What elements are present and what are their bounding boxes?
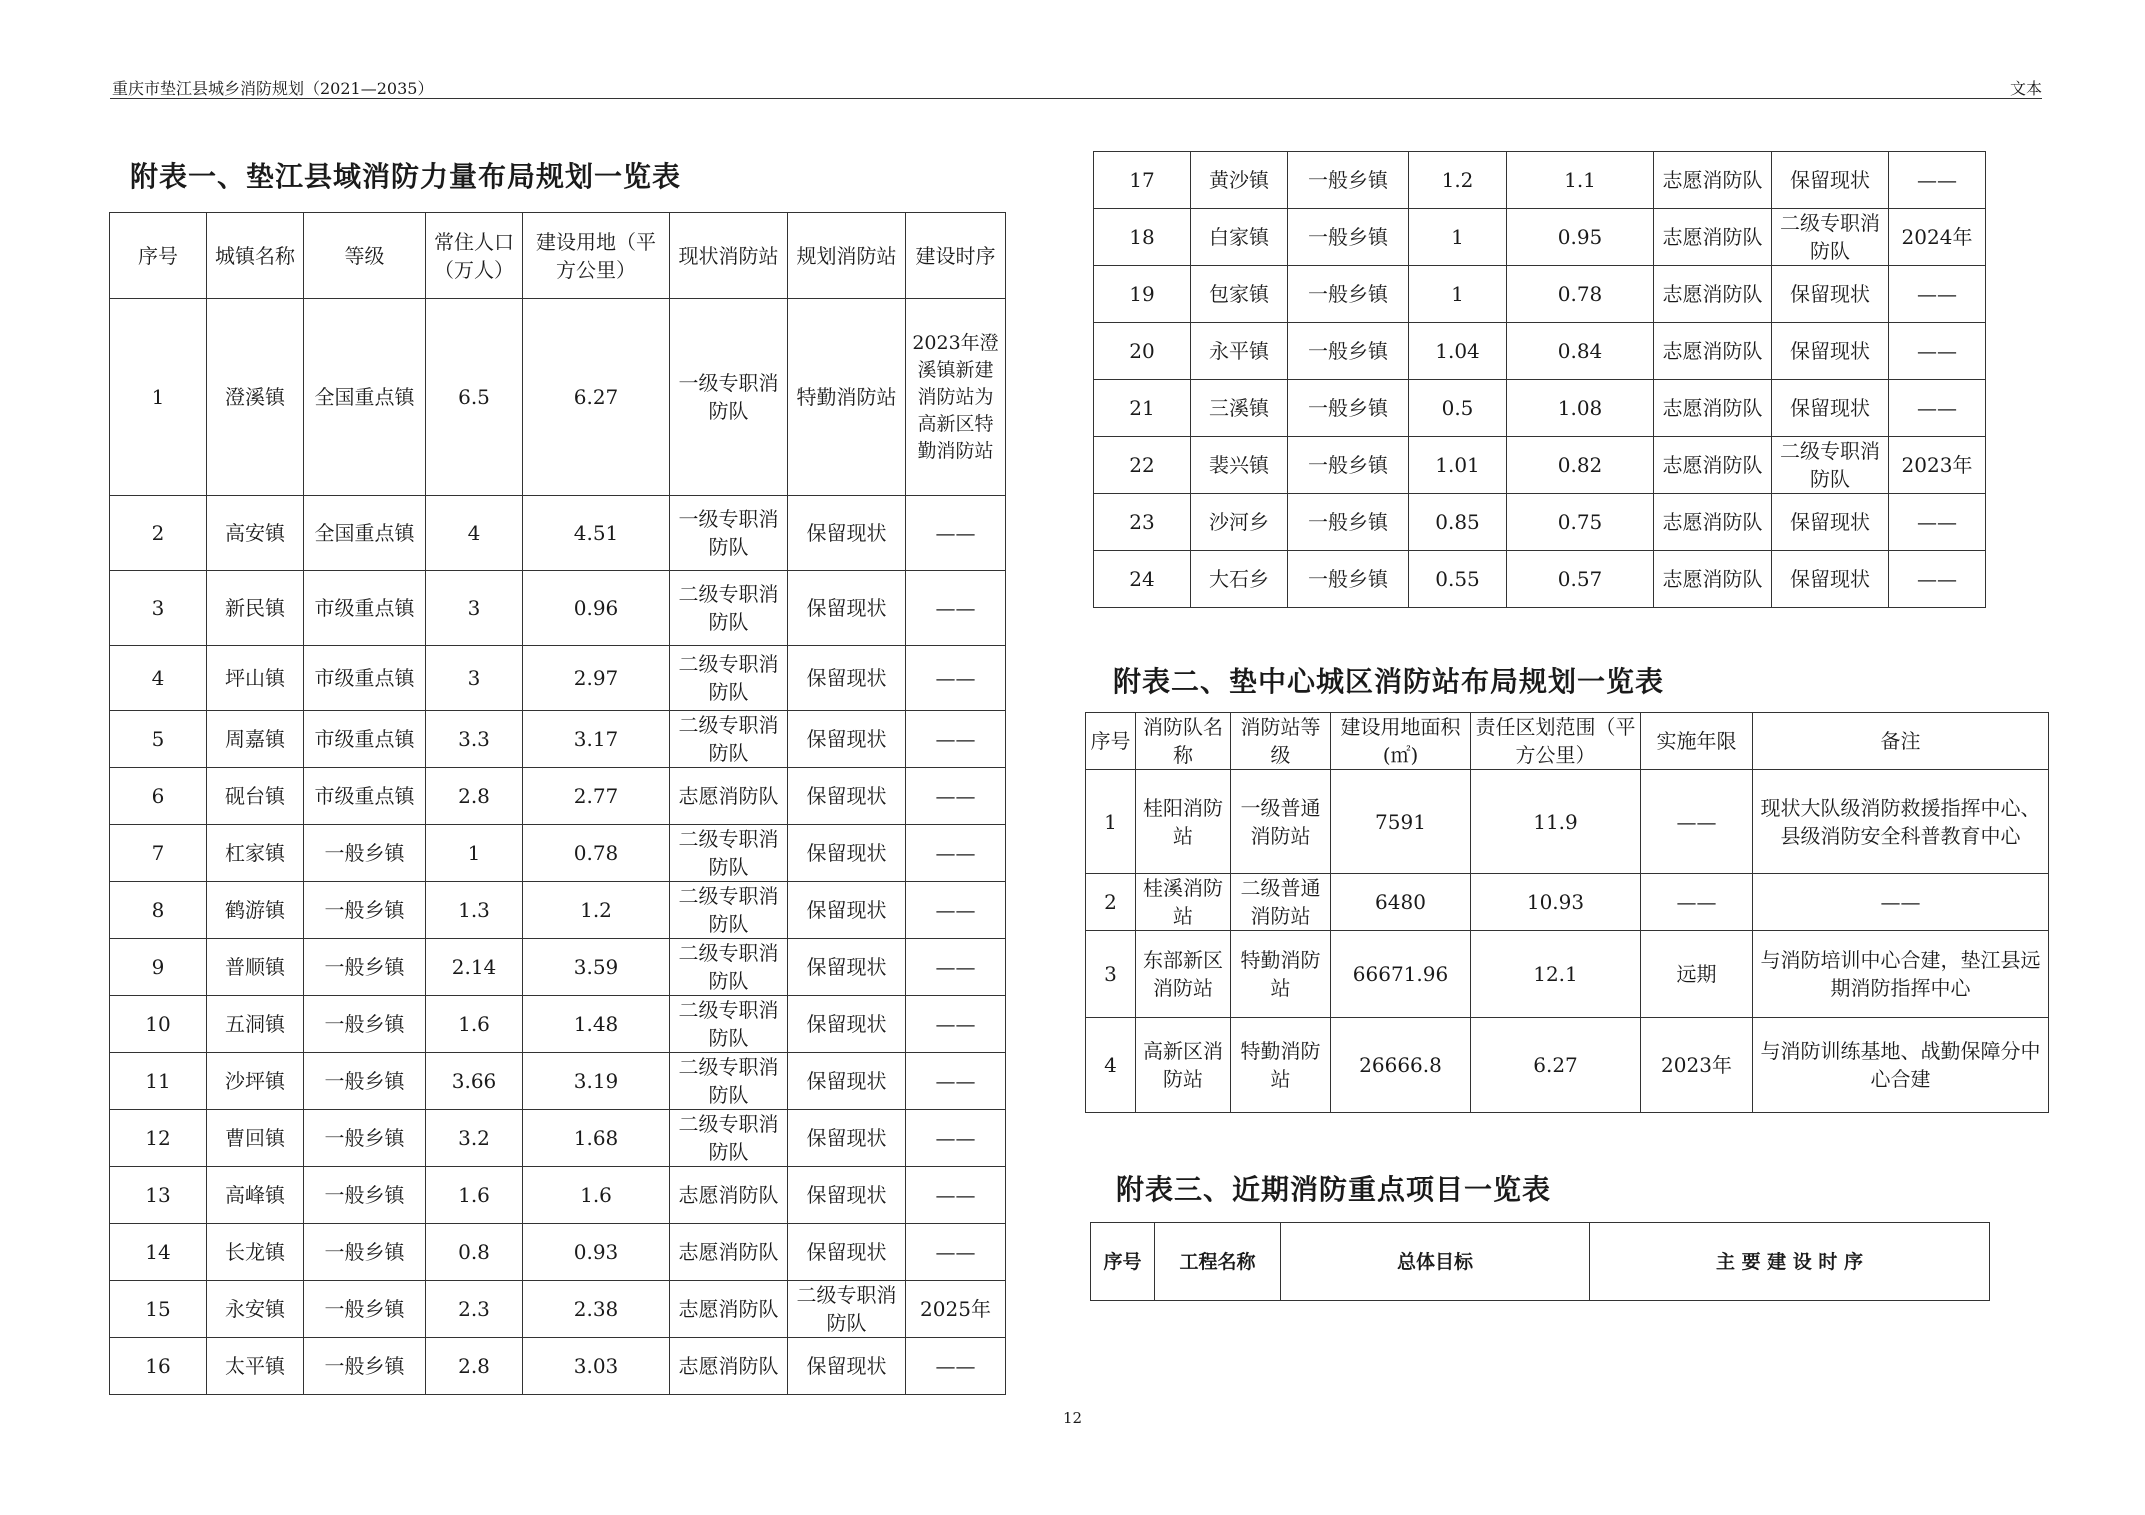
table-cell: ——: [1641, 770, 1753, 874]
table-cell: 保留现状: [1772, 152, 1889, 209]
table-cell: 4.51: [523, 496, 670, 571]
table-cell: ——: [1753, 874, 2049, 931]
table-cell: 13: [110, 1167, 207, 1224]
table-cell: 1.2: [523, 882, 670, 939]
table-cell: 特勤消防站: [788, 299, 906, 496]
table-cell: 序号: [110, 213, 207, 299]
table-cell: 2.77: [523, 768, 670, 825]
table-cell: 志愿消防队: [1654, 494, 1772, 551]
table-row: [110, 1110, 1006, 1167]
table-cell: 五洞镇: [207, 996, 304, 1053]
table-cell: 12: [110, 1110, 207, 1167]
table-cell: 与消防培训中心合建，垫江县远期消防指挥中心: [1753, 931, 2049, 1018]
table-row: [1094, 494, 1986, 551]
table-cell: 保留现状: [788, 1167, 906, 1224]
table-cell: 一般乡镇: [1288, 152, 1409, 209]
table-cell: ——: [906, 882, 1006, 939]
table-cell: 二级专职消防队: [788, 1281, 906, 1338]
table-cell: 1.01: [1409, 437, 1507, 494]
table-cell: 保留现状: [788, 996, 906, 1053]
table-cell: 0.84: [1507, 323, 1654, 380]
table-cell: 长龙镇: [207, 1224, 304, 1281]
table-cell: 2.14: [426, 939, 523, 996]
table-cell: 一般乡镇: [1288, 380, 1409, 437]
table-cell: 保留现状: [788, 496, 906, 571]
table-cell: 0.78: [1507, 266, 1654, 323]
table-cell: 0.75: [1507, 494, 1654, 551]
table-cell: 7591: [1331, 770, 1471, 874]
table-cell: ——: [906, 1224, 1006, 1281]
table-cell: 澄溪镇: [207, 299, 304, 496]
table-cell: 6: [110, 768, 207, 825]
table-cell: 保留现状: [788, 646, 906, 711]
table-cell: 志愿消防队: [1654, 266, 1772, 323]
table-cell: 备注: [1753, 713, 2049, 770]
table-cell: 保留现状: [788, 571, 906, 646]
table-cell: ——: [1889, 494, 1986, 551]
table-cell: 3.59: [523, 939, 670, 996]
table-row: [1086, 1018, 2049, 1113]
table-cell: 一般乡镇: [304, 1338, 426, 1395]
table-cell: 18: [1094, 209, 1191, 266]
table-cell: 二级专职消防队: [670, 882, 788, 939]
table-cell: 责任区划范围（平方公里）: [1471, 713, 1641, 770]
table-cell: 周嘉镇: [207, 711, 304, 768]
table-cell: 志愿消防队: [670, 768, 788, 825]
table-cell: 6.27: [523, 299, 670, 496]
table-cell: 2: [1086, 874, 1136, 931]
table-cell: 一般乡镇: [304, 939, 426, 996]
table-cell: 保留现状: [788, 825, 906, 882]
table-cell: 一般乡镇: [304, 1053, 426, 1110]
table-cell: 特勤消防站: [1231, 1018, 1331, 1113]
table-cell: 保留现状: [788, 711, 906, 768]
table-row: [110, 768, 1006, 825]
table-cell: 二级专职消防队: [670, 711, 788, 768]
table-row: [1094, 437, 1986, 494]
table-cell: 0.5: [1409, 380, 1507, 437]
table-cell: ——: [1889, 323, 1986, 380]
table-cell: 1.04: [1409, 323, 1507, 380]
table-cell: 常住人口（万人）: [426, 213, 523, 299]
table-cell: 1.68: [523, 1110, 670, 1167]
table-cell: 二级专职消防队: [670, 939, 788, 996]
table-cell: 1: [426, 825, 523, 882]
table-cell: 杠家镇: [207, 825, 304, 882]
table-cell: 3.03: [523, 1338, 670, 1395]
table-cell: 城镇名称: [207, 213, 304, 299]
table-cell: 二级专职消防队: [1772, 437, 1889, 494]
table-cell: 桂溪消防站: [1136, 874, 1231, 931]
table-row: [110, 1224, 1006, 1281]
table-row: [110, 711, 1006, 768]
table-row: [1086, 874, 2049, 931]
table-cell: 一般乡镇: [304, 1281, 426, 1338]
table-cell: 市级重点镇: [304, 768, 426, 825]
table-cell: 0.95: [1507, 209, 1654, 266]
table-cell: ——: [906, 646, 1006, 711]
table-cell: 一般乡镇: [304, 825, 426, 882]
table-cell: 保留现状: [1772, 551, 1889, 608]
table-cell: 远期: [1641, 931, 1753, 1018]
table-cell: 桂阳消防站: [1136, 770, 1231, 874]
header-divider: [110, 98, 2042, 99]
table-cell: 1: [1086, 770, 1136, 874]
table-cell: 3: [110, 571, 207, 646]
table-cell: 4: [110, 646, 207, 711]
table-cell: 序号: [1091, 1223, 1155, 1301]
table-cell: 1.08: [1507, 380, 1654, 437]
table-cell: 3.3: [426, 711, 523, 768]
table-row: [110, 996, 1006, 1053]
table-row: [110, 646, 1006, 711]
table-cell: 特勤消防站: [1231, 931, 1331, 1018]
table-cell: 一般乡镇: [304, 1167, 426, 1224]
table-cell: 一般乡镇: [1288, 437, 1409, 494]
table-cell: ——: [1641, 874, 1753, 931]
table-cell: 3: [426, 571, 523, 646]
table-row: [110, 571, 1006, 646]
table-cell: 14: [110, 1224, 207, 1281]
table-cell: 1.1: [1507, 152, 1654, 209]
table-row: [1094, 551, 1986, 608]
table-cell: 23: [1094, 494, 1191, 551]
table-cell: 一般乡镇: [304, 996, 426, 1053]
table-cell: 消防站等级: [1231, 713, 1331, 770]
table-cell: 3: [1086, 931, 1136, 1018]
table-cell: 2024年: [1889, 209, 1986, 266]
table-cell: 12.1: [1471, 931, 1641, 1018]
county-fire-force-table-continued: [1093, 151, 1986, 608]
table-row: [110, 496, 1006, 571]
table-cell: 现状消防站: [670, 213, 788, 299]
table-cell: 高新区消防站: [1136, 1018, 1231, 1113]
table-cell: 高峰镇: [207, 1167, 304, 1224]
table-cell: 9: [110, 939, 207, 996]
table-cell: 一般乡镇: [1288, 209, 1409, 266]
table-cell: 3.19: [523, 1053, 670, 1110]
table-cell: 永平镇: [1191, 323, 1288, 380]
table-cell: 曹回镇: [207, 1110, 304, 1167]
table-row: [1094, 323, 1986, 380]
table-row: [110, 1167, 1006, 1224]
table-cell: 0.8: [426, 1224, 523, 1281]
table-cell: ——: [906, 939, 1006, 996]
table-cell: 2: [110, 496, 207, 571]
table-cell: 市级重点镇: [304, 571, 426, 646]
table-header-row: [110, 213, 1006, 299]
table-cell: 10.93: [1471, 874, 1641, 931]
table-cell: 3.17: [523, 711, 670, 768]
table-cell: 白家镇: [1191, 209, 1288, 266]
table-row: [110, 1053, 1006, 1110]
table-cell: 一般乡镇: [1288, 266, 1409, 323]
table-cell: ——: [1889, 380, 1986, 437]
table-cell: 6.27: [1471, 1018, 1641, 1113]
table-cell: ——: [906, 1053, 1006, 1110]
table-cell: 一般乡镇: [1288, 551, 1409, 608]
table-cell: 市级重点镇: [304, 711, 426, 768]
table-cell: 一般乡镇: [1288, 494, 1409, 551]
table-cell: 17: [1094, 152, 1191, 209]
table1-title: 附表一、垫江县域消防力量布局规划一览表: [130, 160, 682, 193]
table-cell: 保留现状: [788, 939, 906, 996]
table-cell: ——: [906, 571, 1006, 646]
table-cell: 15: [110, 1281, 207, 1338]
table-cell: 一级专职消防队: [670, 299, 788, 496]
table-cell: 保留现状: [788, 1224, 906, 1281]
table-cell: 保留现状: [788, 1338, 906, 1395]
table-row: [110, 939, 1006, 996]
table-cell: 20: [1094, 323, 1191, 380]
table-row: [110, 825, 1006, 882]
table-cell: 志愿消防队: [1654, 209, 1772, 266]
table-cell: 1.2: [1409, 152, 1507, 209]
table-cell: 沙河乡: [1191, 494, 1288, 551]
table-cell: 工程名称: [1155, 1223, 1281, 1301]
table-cell: ——: [1889, 551, 1986, 608]
table-cell: 19: [1094, 266, 1191, 323]
table-cell: 3: [426, 646, 523, 711]
table-cell: 1.6: [523, 1167, 670, 1224]
table-cell: 0.96: [523, 571, 670, 646]
table-cell: 2.8: [426, 768, 523, 825]
table-cell: 0.55: [1409, 551, 1507, 608]
table-cell: ——: [1889, 266, 1986, 323]
table-cell: 二级专职消防队: [670, 1110, 788, 1167]
table-cell: 0.85: [1409, 494, 1507, 551]
table-cell: 志愿消防队: [670, 1338, 788, 1395]
table-cell: 22: [1094, 437, 1191, 494]
table-cell: 消防队名称: [1136, 713, 1231, 770]
table-cell: 志愿消防队: [670, 1167, 788, 1224]
table-cell: 8: [110, 882, 207, 939]
key-projects-table: [1090, 1222, 1990, 1301]
table-cell: 永安镇: [207, 1281, 304, 1338]
table-cell: ——: [906, 825, 1006, 882]
table-cell: 4: [1086, 1018, 1136, 1113]
table-cell: 三溪镇: [1191, 380, 1288, 437]
table-header-row: [1091, 1223, 1990, 1301]
table-cell: 一级普通消防站: [1231, 770, 1331, 874]
table-cell: 6.5: [426, 299, 523, 496]
table-cell: 全国重点镇: [304, 496, 426, 571]
table-cell: 保留现状: [1772, 494, 1889, 551]
table-cell: 0.82: [1507, 437, 1654, 494]
table3-title: 附表三、近期消防重点项目一览表: [1116, 1173, 1552, 1206]
table-cell: 实施年限: [1641, 713, 1753, 770]
table-cell: 坪山镇: [207, 646, 304, 711]
table-cell: 保留现状: [788, 768, 906, 825]
table-cell: 2.8: [426, 1338, 523, 1395]
table-cell: 保留现状: [1772, 323, 1889, 380]
table-row: [1094, 266, 1986, 323]
table2-title: 附表二、垫中心城区消防站布局规划一览表: [1113, 665, 1665, 698]
table-cell: 志愿消防队: [1654, 323, 1772, 380]
table-cell: 1: [1409, 209, 1507, 266]
table-cell: 高安镇: [207, 496, 304, 571]
table-cell: 建设用地面积(㎡): [1331, 713, 1471, 770]
table-cell: 2.3: [426, 1281, 523, 1338]
table-cell: 5: [110, 711, 207, 768]
table-cell: ——: [906, 1167, 1006, 1224]
table-cell: 东部新区消防站: [1136, 931, 1231, 1018]
table-cell: 2025年: [906, 1281, 1006, 1338]
table-cell: 主 要 建 设 时 序: [1590, 1223, 1990, 1301]
table-row: [1094, 209, 1986, 266]
table-cell: 黄沙镇: [1191, 152, 1288, 209]
document-header-title: 重庆市垫江县城乡消防规划（2021—2035）: [112, 79, 434, 98]
table-cell: 2023年: [1641, 1018, 1753, 1113]
table-cell: 建设时序: [906, 213, 1006, 299]
table-cell: 11.9: [1471, 770, 1641, 874]
table-cell: 等级: [304, 213, 426, 299]
table-cell: 一般乡镇: [1288, 323, 1409, 380]
table-cell: 志愿消防队: [670, 1281, 788, 1338]
table-row: [1094, 380, 1986, 437]
table-cell: ——: [1889, 152, 1986, 209]
table-cell: 10: [110, 996, 207, 1053]
table-cell: 序号: [1086, 713, 1136, 770]
table-cell: ——: [906, 1110, 1006, 1167]
table-cell: 一般乡镇: [304, 1224, 426, 1281]
table-cell: 市级重点镇: [304, 646, 426, 711]
table-cell: 太平镇: [207, 1338, 304, 1395]
table-row: [1086, 770, 2049, 874]
table-cell: 规划消防站: [788, 213, 906, 299]
table-cell: 1.3: [426, 882, 523, 939]
table-cell: 保留现状: [1772, 380, 1889, 437]
table-cell: 1.6: [426, 1167, 523, 1224]
table-cell: 一级专职消防队: [670, 496, 788, 571]
table-cell: 2023年澄溪镇新建消防站为高新区特勤消防站: [906, 299, 1006, 496]
table-cell: ——: [906, 768, 1006, 825]
table-cell: 26666.8: [1331, 1018, 1471, 1113]
table-row: [110, 299, 1006, 496]
table-cell: 砚台镇: [207, 768, 304, 825]
table-cell: 16: [110, 1338, 207, 1395]
table-cell: 二级专职消防队: [670, 646, 788, 711]
table-cell: 二级专职消防队: [670, 825, 788, 882]
table-cell: 保留现状: [788, 1110, 906, 1167]
table-cell: 保留现状: [788, 882, 906, 939]
table-cell: 大石乡: [1191, 551, 1288, 608]
document-header-label: 文本: [2009, 79, 2042, 98]
table-cell: 与消防训练基地、战勤保障分中心合建: [1753, 1018, 2049, 1113]
table-cell: 1: [110, 299, 207, 496]
table-cell: 24: [1094, 551, 1191, 608]
table-cell: 一般乡镇: [304, 882, 426, 939]
table-cell: 二级专职消防队: [670, 996, 788, 1053]
table-cell: 2.38: [523, 1281, 670, 1338]
page-number: 12: [1062, 1409, 1083, 1427]
table-cell: ——: [906, 711, 1006, 768]
table-cell: 1.6: [426, 996, 523, 1053]
table-cell: 0.93: [523, 1224, 670, 1281]
table-cell: 0.78: [523, 825, 670, 882]
table-cell: 3.2: [426, 1110, 523, 1167]
table-cell: 裴兴镇: [1191, 437, 1288, 494]
table-cell: 11: [110, 1053, 207, 1110]
table-cell: 普顺镇: [207, 939, 304, 996]
table-cell: ——: [906, 996, 1006, 1053]
table-row: [110, 1281, 1006, 1338]
table-cell: 包家镇: [1191, 266, 1288, 323]
table-cell: 6480: [1331, 874, 1471, 931]
table-cell: 鹤游镇: [207, 882, 304, 939]
table-cell: 志愿消防队: [1654, 551, 1772, 608]
table-cell: 全国重点镇: [304, 299, 426, 496]
table-cell: 建设用地（平方公里）: [523, 213, 670, 299]
table-cell: 0.57: [1507, 551, 1654, 608]
table-cell: 1.48: [523, 996, 670, 1053]
county-fire-force-table: [109, 212, 1006, 1395]
table-row: [110, 882, 1006, 939]
table-cell: 新民镇: [207, 571, 304, 646]
table-cell: 总体目标: [1281, 1223, 1590, 1301]
table-cell: 二级专职消防队: [1772, 209, 1889, 266]
table-cell: 志愿消防队: [1654, 380, 1772, 437]
table-header-row: [1086, 713, 2049, 770]
table-cell: 3.66: [426, 1053, 523, 1110]
table-cell: 志愿消防队: [1654, 437, 1772, 494]
table-cell: 2.97: [523, 646, 670, 711]
table-cell: 沙坪镇: [207, 1053, 304, 1110]
table-cell: 21: [1094, 380, 1191, 437]
table-cell: 一般乡镇: [304, 1110, 426, 1167]
table-cell: 保留现状: [1772, 266, 1889, 323]
table-cell: 二级专职消防队: [670, 1053, 788, 1110]
table-cell: 2023年: [1889, 437, 1986, 494]
table-cell: 1: [1409, 266, 1507, 323]
table-cell: 现状大队级消防救援指挥中心、县级消防安全科普教育中心: [1753, 770, 2049, 874]
table-cell: ——: [906, 496, 1006, 571]
center-district-fire-station-table: [1085, 712, 2049, 1113]
table-cell: 志愿消防队: [1654, 152, 1772, 209]
table-cell: 66671.96: [1331, 931, 1471, 1018]
table-cell: ——: [906, 1338, 1006, 1395]
table-cell: 4: [426, 496, 523, 571]
table-row: [1094, 152, 1986, 209]
table-cell: 保留现状: [788, 1053, 906, 1110]
table-row: [1086, 931, 2049, 1018]
table-row: [110, 1338, 1006, 1395]
table-cell: 7: [110, 825, 207, 882]
table-cell: 二级普通消防站: [1231, 874, 1331, 931]
table-cell: 二级专职消防队: [670, 571, 788, 646]
table-cell: 志愿消防队: [670, 1224, 788, 1281]
